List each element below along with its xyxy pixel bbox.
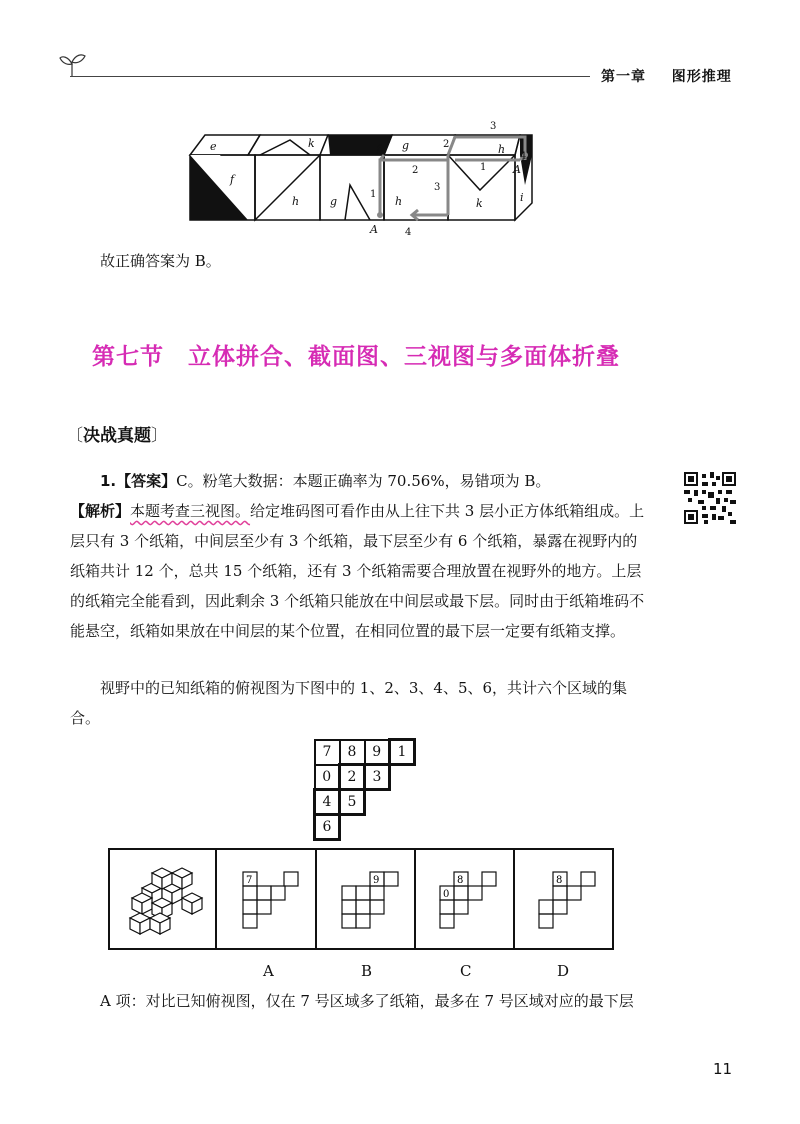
view-paragraph: 视野中的已知纸箱的俯视图为下图中的 1、2、3、4、5、6，共计六个区域的集合。 (70, 679, 628, 727)
path-num-m4: 4 (520, 151, 527, 162)
cube-label-A2: A (513, 163, 521, 176)
grid-cell: 4 (315, 790, 340, 815)
top-view-grid (313, 738, 416, 841)
option-c-num1: 8 (457, 875, 464, 886)
analysis-label: 【解析】 (70, 502, 131, 520)
analysis-paragraph (70, 496, 650, 646)
option-c-num2: 0 (443, 889, 450, 900)
answer-prefix: 1.【答案】 (100, 472, 177, 490)
cube-stack-drawing (130, 868, 202, 934)
option-a-num: 7 (246, 875, 253, 886)
path-num-m3: 3 (490, 121, 497, 132)
option-d-view (539, 872, 595, 928)
cube-label-g1: g (330, 195, 338, 208)
cube-label-f1: f (230, 173, 235, 186)
grid-cell: 9 (365, 740, 390, 765)
option-label-b: B (361, 962, 373, 980)
path-num-2: 2 (412, 165, 419, 176)
grid-cell-empty (340, 815, 365, 840)
option-b-view (342, 872, 398, 928)
page-number: 11 (713, 1060, 733, 1078)
path-num-4: 4 (405, 227, 412, 238)
answer-text: C。粉笔大数据：本题正确率为 70.56%，易错项为 B。 (176, 472, 551, 490)
grid-cell: 2 (340, 765, 365, 790)
header-chapter (601, 66, 732, 86)
analysis-underlined: 本题考查三视图。 (130, 502, 251, 520)
a-item-paragraph: A 项：对比已知俯视图，仅在 7 号区域多了纸箱，最多在 7 号区域对应的最下层 (100, 992, 634, 1010)
qr-code-icon (684, 472, 736, 524)
grid-cell-empty (390, 790, 415, 815)
cube-label-A1: A (370, 223, 378, 236)
section-title: 第七节 立体拼合、截面图、三视图与多面体折叠 (92, 344, 620, 370)
cube-label-f2: f (376, 143, 381, 156)
cube-label-h3: h (498, 143, 506, 156)
analysis-text: 给定堆码图可看作由从上往下共 3 层小正方体纸箱组成。上层只有 3 个纸箱，中间层至少有 3 个纸箱，最下层至少有 6 个纸箱，暴露在视野内的纸箱共计 12 个，总共 15 个纸箱，还有 3 个纸箱需要合理放置在视野外的地方。上层的纸箱完全能看到，因此剩余 3 个纸箱只能放在中间层或最下层。同时由于纸箱堆码不能悬空，纸箱如果放在中间层的某个位置，在相同位置的最下层一定要有纸箱支撑。 (70, 502, 645, 640)
cube-label-h2: h (395, 195, 403, 208)
grid-cell: 0 (315, 765, 340, 790)
path-num-1: 1 (370, 189, 377, 200)
answer-line (70, 466, 650, 496)
header-chapter-number: 第一章 (601, 69, 646, 85)
cube-label-h1: h (292, 195, 300, 208)
option-label-c: C (460, 962, 472, 980)
header-rule (70, 76, 590, 77)
cube-label-g2: g (402, 139, 410, 152)
cube-strip-figure (180, 115, 540, 240)
grid-cell: 1 (390, 740, 415, 765)
grid-cell: 6 (315, 815, 340, 840)
path-num-m1: 1 (480, 162, 487, 173)
grid-cell: 7 (315, 740, 340, 765)
option-label-a: A (263, 962, 274, 980)
options-figure (108, 848, 614, 950)
grid-row (315, 815, 415, 840)
grid-cell-empty (365, 815, 390, 840)
path-num-3: 3 (434, 182, 441, 193)
option-b-num: 9 (373, 875, 380, 886)
grid-row (315, 740, 415, 765)
grid-cell: 5 (340, 790, 365, 815)
conclusion-text: 故正确答案为 B。 (100, 252, 221, 270)
grid-cell-empty (390, 765, 415, 790)
header-chapter-title: 图形推理 (671, 69, 732, 85)
cube-label-i: i (520, 191, 524, 204)
grid-cell: 3 (365, 765, 390, 790)
option-label-d: D (557, 962, 570, 980)
cube-label-k: k (308, 137, 315, 150)
grid-cell-empty (365, 790, 390, 815)
grid-row (315, 765, 415, 790)
path-num-m2: 2 (443, 139, 450, 150)
grid-cell-empty (390, 815, 415, 840)
cube-label-k2: k (476, 197, 483, 210)
sprout-icon (58, 52, 88, 78)
subsection-title: 〔决战真题〕 (66, 426, 168, 446)
option-d-num: 8 (556, 875, 563, 886)
grid-row (315, 790, 415, 815)
cube-label-e: e (210, 140, 217, 153)
option-c-view (440, 872, 496, 928)
subsection-title-text: 决战真题 (83, 426, 151, 446)
grid-cell: 8 (340, 740, 365, 765)
